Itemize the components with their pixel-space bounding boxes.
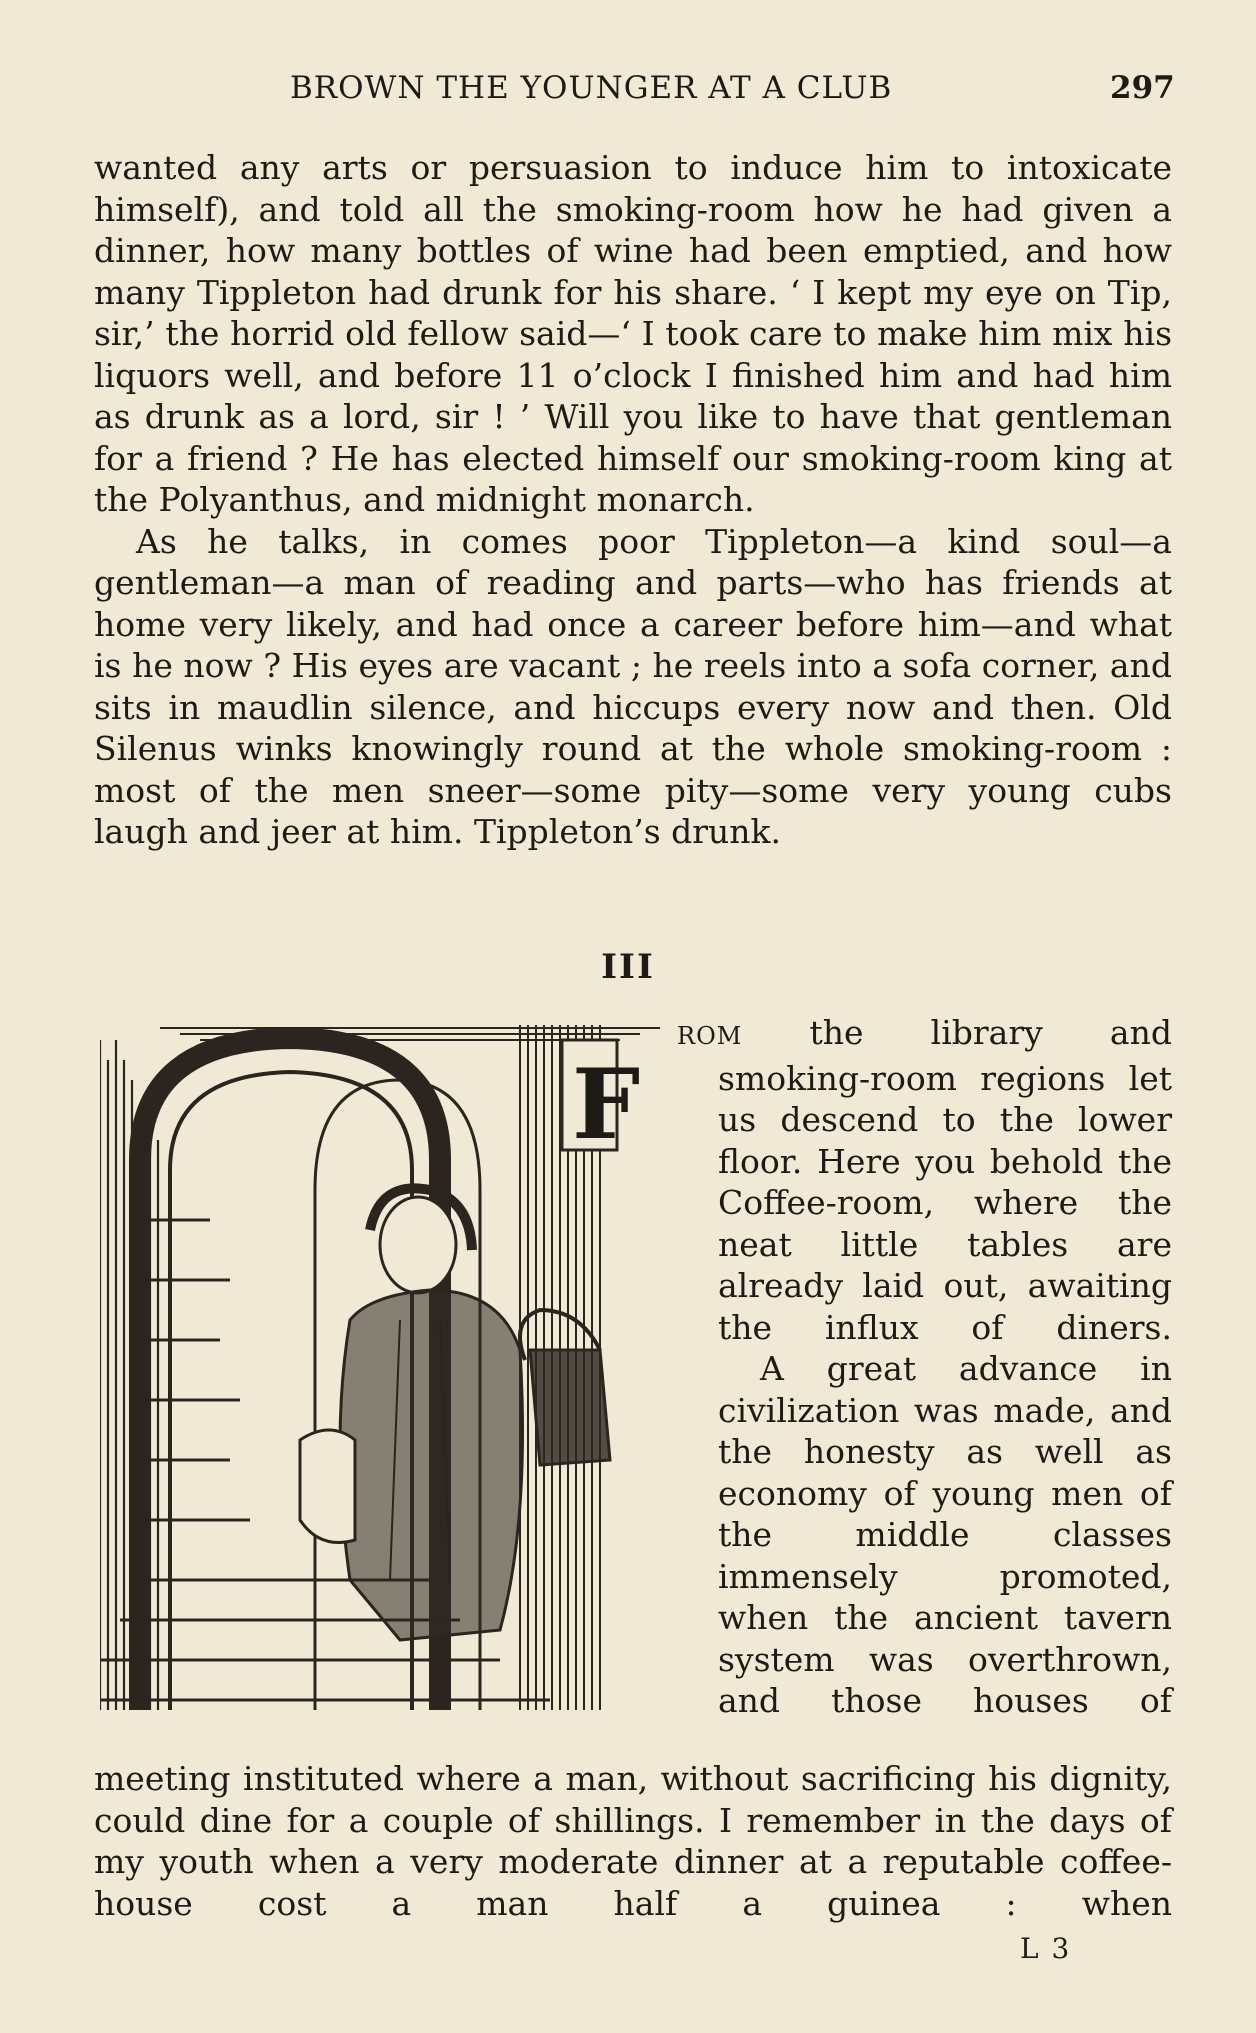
section-para-2: A great advance in civilization was made, and the honesty as well as economy of young men of the middle classes immensely promoted, when the ancient tavern system was overthrown, and those houses of [718,1349,1172,1720]
continuation-paragraph: meeting instituted where a man, without sacrificing his dignity, could dine for a couple of shillings. I remember in the days of my youth when a very moderate dinner at a reputable coffee-house cost a man half a guinea : when [94,1759,1172,1923]
first-line-rest: the library and [809,1013,1172,1052]
drop-cap: F [572,1048,641,1161]
continuation-text [94,1758,1172,1924]
section-number: III [601,947,655,987]
page-number: 297 [1110,70,1175,106]
section-column [677,1012,1172,1722]
paragraph-1: wanted any arts or persuasion to induce him to intoxicate himself), and told all the smoking-room how he had given a dinner, how many bottles of wine had been emptied, and how many Tippleton had drunk for his share. ‘ I kept my eye on Tip, sir,’ the horrid old fellow said—‘ I took care to make him mix his liquors well, and before 11 o’clock I finished him and had him as drunk as a lord, sir ! ’ Will you like to have that gentleman for a friend ? He has elected himself our smoking-room king at the Polyanthus, and midnight monarch. [94,148,1172,519]
running-head: BROWN THE YOUNGER AT A CLUB [290,70,893,106]
paragraph-2: As he talks, in comes poor Tippleton—a kind soul—a gentleman—a man of reading and parts—who has friends at home very likely, and had once a career before him—and what is he now ? His eyes are vacant ; he reels into a sofa corner, and sits in maudlin silence, and hiccups every now and then. Old Silenus winks knowingly round at the whole smoking-room : most of the men sneer—some pity—some very young cubs laugh and jeer at him. Tippleton’s drunk. [94,521,1172,851]
signature-mark: L 3 [1020,1932,1072,1965]
page-header [0,70,1256,110]
engraving-illustration [100,1020,665,1715]
section-para-1: smoking-room regions let us descend to the lower floor. Here you behold the Coffee-room, where the neat little tables are already laid out, awaiting the influx of diners. [718,1058,1172,1347]
main-text [94,147,1172,853]
section-first-line [677,1012,1172,1058]
first-word-rest: ROM [677,1022,743,1050]
